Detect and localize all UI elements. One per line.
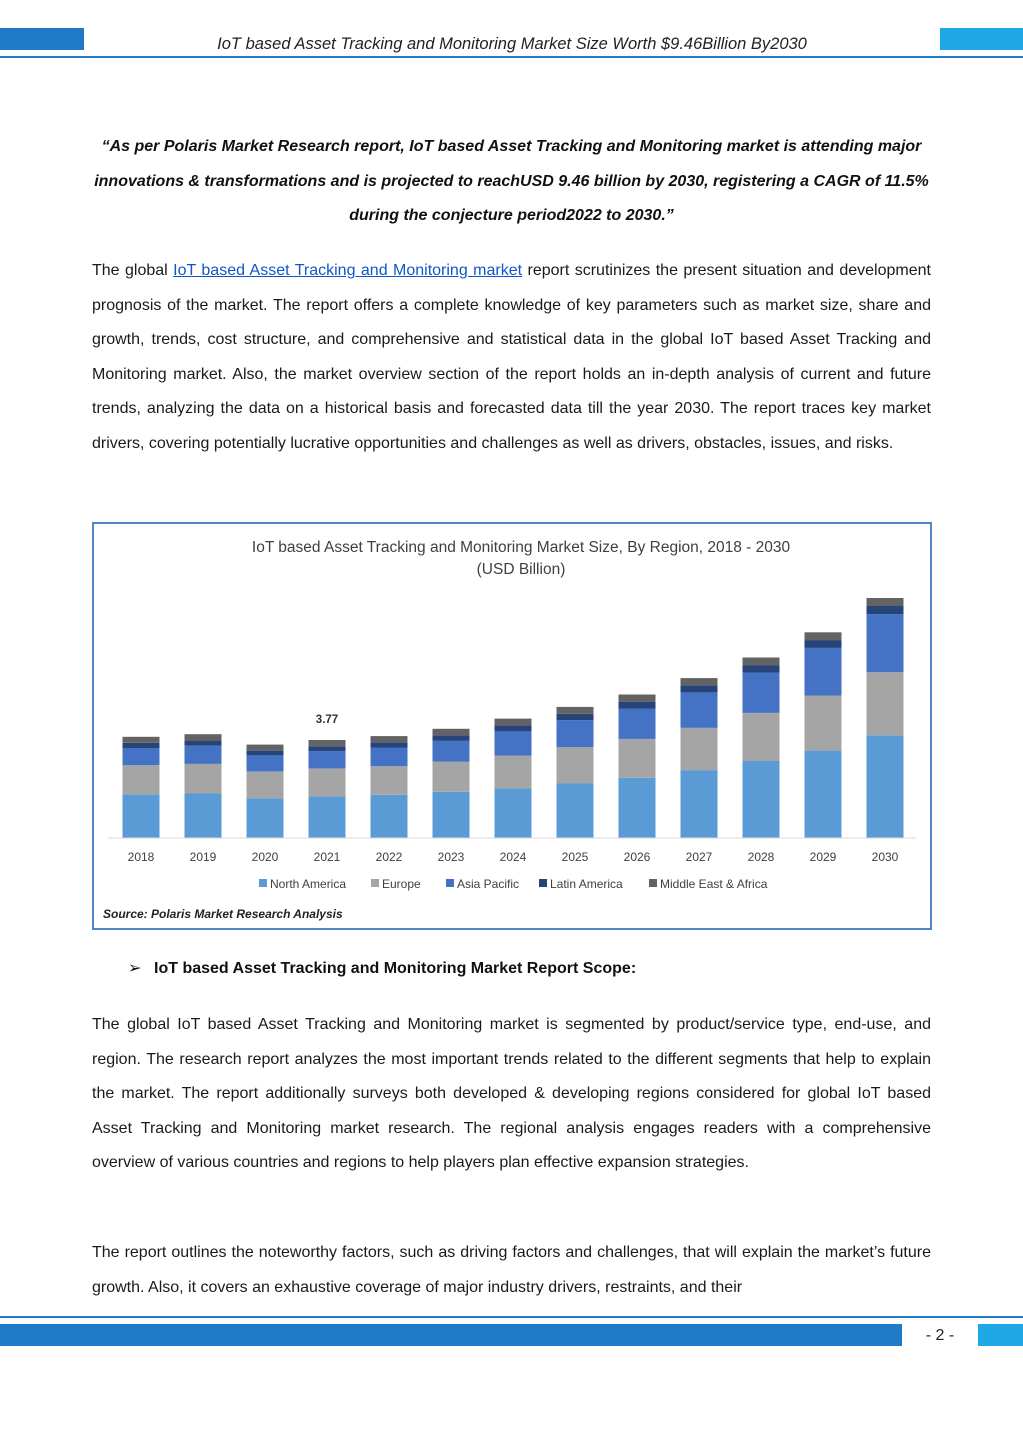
bar-segment	[433, 762, 470, 792]
bar-segment	[681, 678, 718, 685]
scope-paragraph: The global IoT based Asset Tracking and Monitoring market is segmented by product/service type, end-use, and region. The research report analyzes the most important trends related to the different segments that help to explain the market. The report additionally surveys both developed & developing regions considered for global IoT based Asset Tracking and Monitoring market research. The regional analysis engages readers with a comprehensive overview of various countries and regions to help players plan effective expansion strategies.	[92, 1016, 931, 1172]
bar-segment	[743, 665, 780, 673]
market-size-chart	[92, 522, 932, 930]
footer-accent-bar-left	[0, 1324, 902, 1346]
market-report-link[interactable]: IoT based Asset Tracking and Monitoring market	[173, 262, 523, 279]
legend-swatch	[259, 879, 267, 887]
x-tick-label: 2024	[499, 850, 527, 864]
bar-segment	[495, 731, 532, 755]
bar-segment	[247, 750, 284, 755]
chart-subtitle: (USD Billion)	[476, 561, 566, 578]
bar-segment	[371, 736, 408, 742]
chart-title: IoT based Asset Tracking and Monitoring Market Size, By Region, 2018 - 2030	[251, 539, 791, 556]
x-tick-label: 2022	[375, 850, 403, 864]
bar-segment	[619, 702, 656, 709]
bar-segment	[681, 685, 718, 692]
footer-accent-bar-right	[978, 1324, 1023, 1346]
bar-segment	[495, 719, 532, 726]
bar-segment	[867, 672, 904, 735]
x-tick-label: 2029	[809, 850, 837, 864]
scope-heading-text: IoT based Asset Tracking and Monitoring Market Report Scope:	[154, 960, 637, 977]
bar-segment	[805, 632, 842, 640]
header-rule	[0, 56, 1023, 58]
bar-segment	[805, 751, 842, 838]
bar-segment	[557, 707, 594, 714]
legend-label: Latin America	[550, 877, 623, 891]
bar-segment	[743, 673, 780, 713]
bar-segment	[495, 725, 532, 731]
bar-segment	[495, 788, 532, 838]
bar-segment	[681, 728, 718, 770]
bar-segment	[867, 598, 904, 606]
bar-segment	[867, 614, 904, 672]
chart-canvas	[94, 524, 930, 928]
bar-segment	[557, 747, 594, 783]
legend-label: North America	[270, 877, 347, 891]
x-tick-label: 2025	[561, 850, 589, 864]
bar-segment	[557, 720, 594, 747]
bar-segment	[309, 796, 346, 838]
bar-segment	[185, 794, 222, 839]
bar-segment	[557, 783, 594, 838]
legend-label: Middle East & Africa	[660, 877, 768, 891]
bar-segment	[123, 743, 160, 748]
bar-segment	[185, 746, 222, 764]
x-tick-label: 2023	[437, 850, 465, 864]
bar-segment	[247, 798, 284, 838]
bar-segment	[123, 748, 160, 765]
bar-segment	[185, 734, 222, 740]
bar-segment	[309, 746, 346, 751]
bar-segment	[123, 737, 160, 743]
bar-segment	[185, 764, 222, 794]
bar-segment	[867, 606, 904, 614]
bar-segment	[371, 748, 408, 767]
bar-segment	[805, 648, 842, 696]
highlight-quote: “As per Polaris Market Research report, IoT based Asset Tracking and Monitoring market is attending major innovations & transformations and is projected to reachUSD 9.46 billion by 2030, registering a CAGR of 11.5% during the conjecture period2022 to 2030.”	[94, 138, 929, 224]
bar-segment	[433, 729, 470, 736]
page-header-title: IoT based Asset Tracking and Monitoring Market Size Worth $9.46Billion By2030	[217, 35, 807, 53]
bar-segment	[743, 658, 780, 666]
intro-text-start: The global	[92, 262, 174, 279]
bar-segment	[867, 735, 904, 838]
bar-segment	[247, 745, 284, 751]
legend-label: Asia Pacific	[457, 877, 520, 891]
x-tick-label: 2019	[189, 850, 217, 864]
bar-segment	[371, 795, 408, 838]
x-tick-label: 2028	[747, 850, 775, 864]
x-tick-label: 2030	[871, 850, 899, 864]
bar-segment	[433, 741, 470, 762]
bar-segment	[805, 640, 842, 648]
chart-source: Source: Polaris Market Research Analysis	[103, 907, 343, 921]
x-tick-label: 2026	[623, 850, 651, 864]
page-number: - 2 -	[925, 1327, 955, 1344]
x-tick-label: 2018	[127, 850, 155, 864]
bar-segment	[805, 696, 842, 751]
data-label: 3.77	[315, 714, 339, 726]
legend-label: Europe	[382, 877, 421, 891]
bar-segment	[309, 740, 346, 746]
factors-paragraph: The report outlines the noteworthy factors, such as driving factors and challenges, that will explain the market’s future growth. Also, it covers an exhaustive coverage of major industry drivers, restraints, and their	[92, 1244, 931, 1296]
chart-legend	[259, 877, 768, 891]
bar-segment	[681, 770, 718, 838]
bar-segment	[123, 794, 160, 838]
bar-segment	[433, 735, 470, 741]
bullet-arrow-icon: ➢	[128, 960, 142, 977]
x-tick-label: 2020	[251, 850, 279, 864]
bar-segment	[619, 709, 656, 739]
bar-segment	[619, 695, 656, 702]
intro-paragraph	[92, 254, 931, 462]
bar-segment	[681, 692, 718, 727]
bar-segment	[743, 713, 780, 761]
legend-swatch	[446, 879, 454, 887]
bar-segment	[185, 741, 222, 746]
intro-text-rest: report scrutinizes the present situation and development prognosis of the market. The report offers a complete knowledge of key parameters such as market size, share and growth, trends, cost structure, and comprehensive and statistical data in the global IoT based Asset Tracking and Monitoring market. Also, the market overview section of the report holds an in-depth analysis of current and future trends, analyzing the data on a historical basis and forecasted data till the year 2030. The report traces key market drivers, covering potentially lucrative opportunities and challenges as well as drivers, obstacles, issues, and risks.	[92, 262, 931, 452]
chart-x-ticks	[128, 850, 899, 864]
bar-segment	[433, 792, 470, 838]
x-tick-label: 2021	[313, 850, 341, 864]
bar-segment	[371, 742, 408, 747]
bar-segment	[123, 765, 160, 794]
chart-annotations	[316, 714, 338, 726]
bar-segment	[743, 761, 780, 838]
legend-swatch	[539, 879, 547, 887]
bar-segment	[247, 772, 284, 799]
legend-swatch	[649, 879, 657, 887]
bar-segment	[619, 739, 656, 778]
bar-segment	[619, 778, 656, 838]
bar-segment	[557, 714, 594, 720]
scope-heading	[128, 958, 636, 978]
footer-rule	[0, 1316, 1023, 1318]
legend-swatch	[371, 879, 379, 887]
chart-bars	[123, 598, 904, 838]
bar-segment	[309, 769, 346, 797]
bar-segment	[247, 755, 284, 772]
bar-segment	[371, 766, 408, 795]
bar-segment	[309, 751, 346, 768]
bar-segment	[495, 756, 532, 789]
x-tick-label: 2027	[685, 850, 713, 864]
